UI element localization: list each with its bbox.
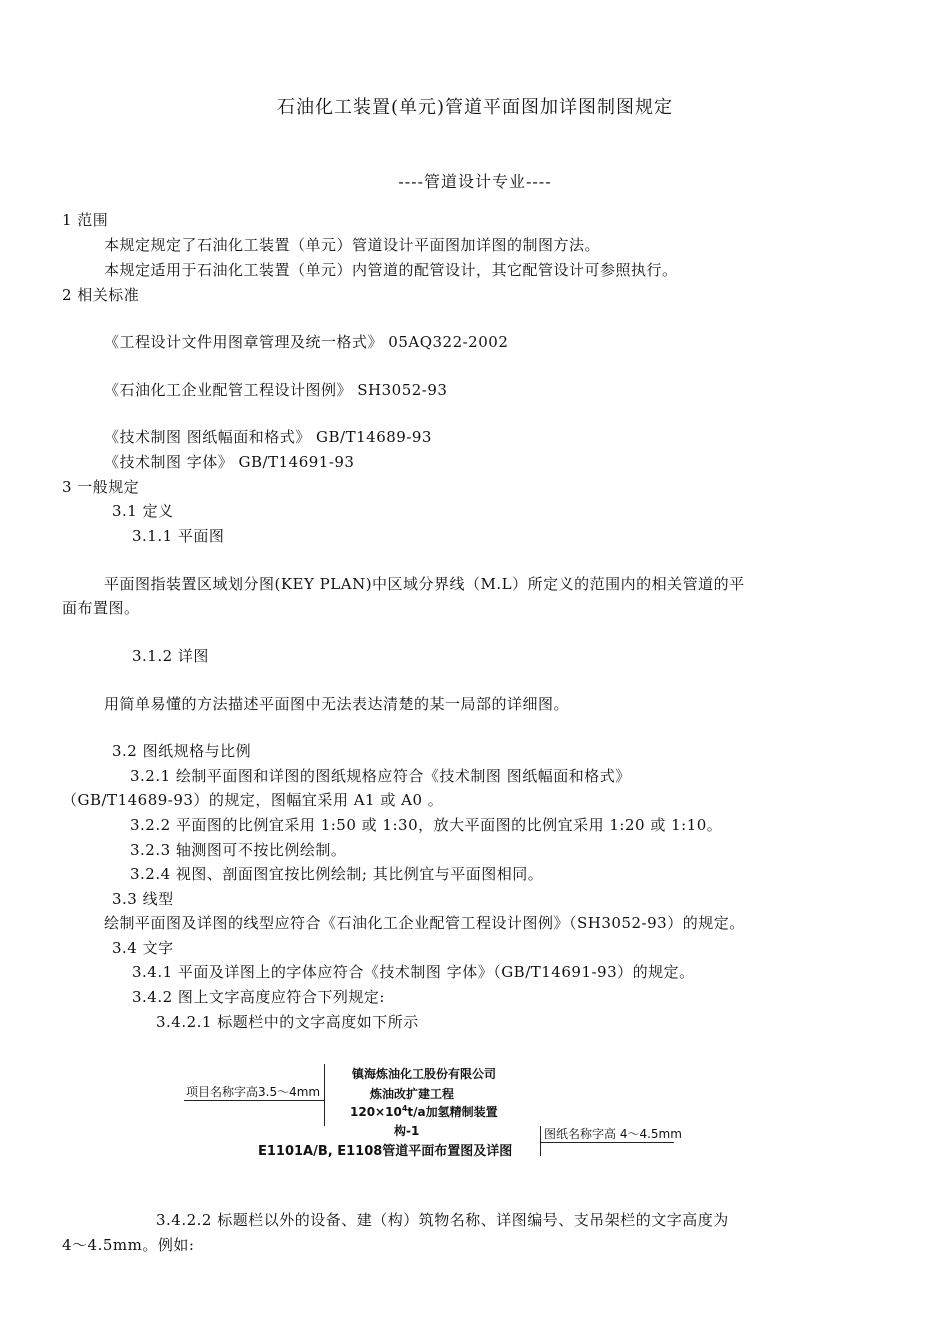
standard-item-2: 《石油化工企业配管工程设计图例》 SH3052-93 <box>104 381 448 399</box>
clause-3-4-2: 3.4.2 图上文字高度应符合下列规定: <box>132 988 385 1006</box>
clause-3-4-2-2-line-2: 4～4.5mm。例如: <box>62 1236 195 1254</box>
left-leader-line <box>184 1100 324 1101</box>
clause-3-2-3: 3.2.3 轴测图可不按比例绘制。 <box>130 841 347 859</box>
unit-prefix: 120×10 <box>350 1105 402 1119</box>
clause-3-2-4: 3.2.4 视图、剖面图宜按比例绘制; 其比例宜与平面图相同。 <box>130 865 544 883</box>
standard-item-1: 《工程设计文件用图章管理及统一格式》 05AQ322-2002 <box>104 333 509 351</box>
clause-3-2-2: 3.2.2 平面图的比例宜采用 1:50 或 1:30，放大平面图的比例宜采用 1:20 或 1:10。 <box>130 816 723 834</box>
title-block-diagram <box>180 1060 700 1170</box>
unit-name <box>350 1104 498 1120</box>
clause-3-4-2-1: 3.4.2.1 标题栏中的文字高度如下所示 <box>156 1013 419 1031</box>
unit-suffix: t/a加氢精制装置 <box>407 1105 498 1119</box>
project-name-height-label: 项目名称字高3.5～4mm <box>186 1085 321 1099</box>
clause-3-4-2-2-line-1: 3.4.2.2 标题栏以外的设备、建（构）筑物名称、详图编号、支吊架栏的文字高度为 <box>156 1211 729 1229</box>
right-leader-line <box>540 1142 674 1143</box>
detail-definition: 用简单易懂的方法描述平面图中无法表达清楚的某一局部的详细图。 <box>104 695 570 713</box>
section-code: 构-1 <box>394 1124 420 1138</box>
document-title: 石油化工装置(单元)管道平面图加详图制图规定 <box>276 97 674 118</box>
line-type-paragraph: 绘制平面图及详图的线型应符合《石油化工企业配管工程设计图例》（SH3052-93）的规定。 <box>104 914 745 932</box>
section-3-3-heading: 3.3 线型 <box>112 890 174 908</box>
clause-3-4-1: 3.4.1 平面及详图上的字体应符合《技术制图 字体》（GB/T14691-93）的规定。 <box>132 963 695 981</box>
section-3-2-heading: 3.2 图纸规格与比例 <box>112 742 252 760</box>
section-1-heading: 1 范围 <box>62 211 109 229</box>
clause-3-2-1-line-2: （GB/T14689-93）的规定，图幅宜采用 A1 或 A0 。 <box>62 791 444 809</box>
section-3-4-heading: 3.4 文字 <box>112 939 174 957</box>
section-2-heading: 2 相关标准 <box>62 286 140 304</box>
left-bracket-line <box>324 1064 325 1126</box>
company-name: 镇海炼油化工股份有限公司 <box>352 1067 497 1081</box>
drawing-title: E1101A/B, E1108管道平面布置图及详图 <box>258 1144 513 1159</box>
right-bracket-line <box>540 1126 541 1156</box>
section-3-1-1-heading: 3.1.1 平面图 <box>132 527 225 545</box>
scope-paragraph-1: 本规定规定了石油化工装置（单元）管道设计平面图加详图的制图方法。 <box>104 236 601 254</box>
clause-3-2-1-line-1: 3.2.1 绘制平面图和详图的图纸规格应符合《技术制图 图纸幅面和格式》 <box>130 767 631 785</box>
plan-definition-line-2: 面布置图。 <box>62 599 140 617</box>
unit-exponent: 4 <box>401 1104 408 1113</box>
section-3-heading: 3 一般规定 <box>62 478 140 496</box>
section-3-1-2-heading: 3.1.2 详图 <box>132 647 209 665</box>
standard-item-4: 《技术制图 字体》 GB/T14691-93 <box>104 453 355 471</box>
scope-paragraph-2: 本规定适用于石油化工装置（单元）内管道的配管设计，其它配管设计可参照执行。 <box>104 261 678 279</box>
section-3-1-heading: 3.1 定义 <box>112 502 174 520</box>
plan-definition-line-1: 平面图指装置区域划分图(KEY PLAN)中区域分界线（M.L）所定义的范围内的相关管道的平 <box>104 575 745 593</box>
project-name: 炼油改扩建工程 <box>370 1087 455 1101</box>
document-subtitle: ----管道设计专业---- <box>398 172 552 191</box>
drawing-name-height-label: 图纸名称字高 4～4.5mm <box>544 1127 682 1141</box>
standard-item-3: 《技术制图 图纸幅面和格式》 GB/T14689-93 <box>104 428 432 446</box>
